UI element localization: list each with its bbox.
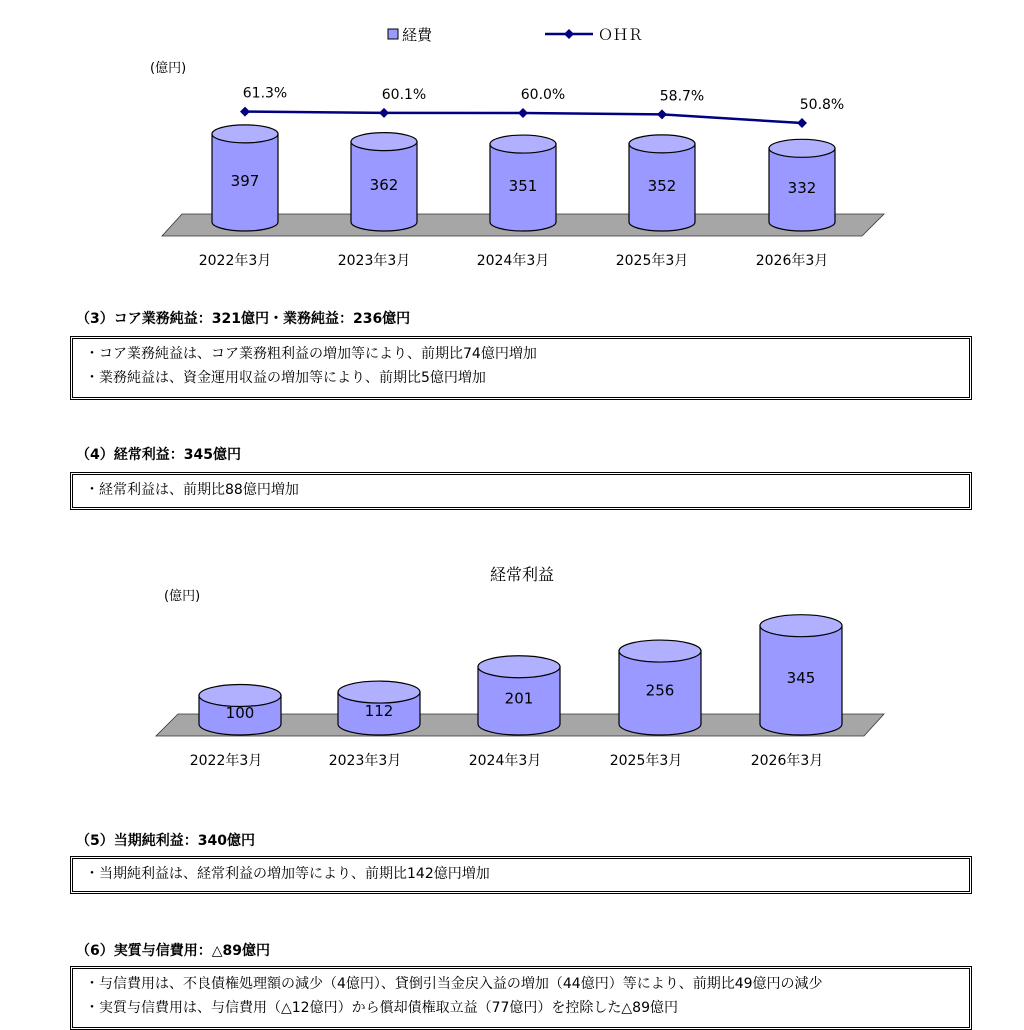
ohr-point: [797, 118, 807, 128]
bar-top: [212, 125, 278, 143]
ohr-point: [657, 109, 667, 119]
ohr-point: [379, 108, 389, 118]
expenses-ohr-chart: [0, 0, 1024, 290]
cylinder-bar: [760, 615, 842, 735]
x-tick-label: 2026年3月: [750, 753, 824, 769]
bar-data-label: 352: [647, 176, 677, 195]
x-tick-label: 2022年3月: [189, 753, 263, 769]
summary-box-core-business-profit: [70, 336, 972, 400]
summary-box-credit-cost: [70, 966, 972, 1030]
x-tick-label: 2025年3月: [609, 753, 683, 769]
cylinder-bar: [490, 135, 556, 231]
ohr-point: [240, 107, 250, 117]
bar-top: [338, 681, 420, 703]
bar-data-label: 351: [508, 177, 538, 196]
section-title-ordinary-profit: （4）経常利益：345億円: [76, 447, 241, 463]
section-title-net-income: （5）当期純利益：340億円: [76, 833, 255, 849]
bar-data-label: 332: [787, 179, 817, 198]
legend-bar-label: 経費: [402, 26, 433, 44]
legend-bar-swatch: [388, 29, 398, 39]
ohr-data-label: 58.7%: [659, 88, 705, 105]
ohr-data-label: 60.0%: [520, 87, 566, 103]
x-tick-label: 2025年3月: [615, 253, 689, 269]
bar-top: [351, 133, 417, 151]
summary-item: ・与信費用は、不良債権処理額の減少（4億円）、貸倒引当金戻入益の増加（44億円）等により、前期比49億円の減少: [85, 976, 823, 992]
x-tick-label: 2024年3月: [476, 253, 550, 269]
summary-item: ・当期純利益は、経常利益の増加等により、前期比142億円増加: [85, 866, 490, 882]
cylinder-bar: [351, 133, 417, 231]
bar-data-label: 362: [369, 175, 399, 194]
x-axis-labels: [199, 252, 829, 269]
chart-legend: [388, 26, 643, 44]
bar-top: [769, 139, 835, 157]
bar-top: [629, 135, 695, 153]
cylinder-bar: [769, 139, 835, 231]
x-tick-label: 2023年3月: [337, 253, 411, 269]
bar-data-label: 345: [786, 668, 816, 687]
summary-item: ・実質与信費用は、与信費用（△12億円）から償却債権取立益（77億円）を控除した△89億円: [85, 1000, 678, 1016]
bar-data-label: 100: [225, 703, 255, 722]
section-title-credit-cost: （6）実質与信費用：△89億円: [76, 943, 270, 959]
bar-data-label: 112: [364, 702, 394, 721]
x-axis-labels: [190, 752, 824, 769]
x-tick-label: 2022年3月: [198, 253, 272, 269]
summary-box-net-income: [70, 856, 972, 894]
cylinder-bar: [478, 656, 560, 735]
bar-top: [490, 135, 556, 153]
cylinder-bar: [212, 125, 278, 231]
y-unit-label: (億円): [150, 61, 187, 76]
y-unit-label: (億円): [164, 589, 201, 604]
cylinder-bar: [629, 135, 695, 231]
cylinder-bar: [338, 681, 420, 735]
x-tick-label: 2026年3月: [755, 253, 829, 269]
bar-data-label: 397: [230, 171, 260, 190]
bar-top: [619, 640, 701, 662]
cylinder-bar: [199, 685, 281, 736]
section-title-core-business-profit: （3）コア業務純益：321億円・業務純益：236億円: [76, 311, 411, 327]
ohr-point: [518, 108, 528, 118]
legend-line-marker: [564, 29, 574, 39]
ohr-line-series: [240, 86, 844, 128]
summary-item: ・経常利益は、前期比88億円増加: [85, 482, 299, 498]
cylinder-bar: [619, 640, 701, 735]
ohr-data-label: 61.3%: [242, 85, 288, 102]
x-tick-label: 2023年3月: [328, 753, 402, 769]
x-tick-label: 2024年3月: [468, 753, 542, 769]
legend-line-label: ＯＨＲ: [598, 26, 644, 44]
bar-top: [760, 615, 842, 637]
summary-item: ・コア業務純益は、コア業務粗利益の増加等により、前期比74億円増加: [85, 346, 537, 362]
chart-title: 経常利益: [489, 565, 555, 584]
ohr-data-label: 60.1%: [381, 86, 427, 103]
bar-data-label: 201: [504, 689, 534, 708]
summary-item: ・業務純益は、資金運用収益の増加等により、前期比5億円増加: [85, 370, 486, 386]
bar-top: [478, 656, 560, 678]
bar-data-label: 256: [645, 681, 675, 700]
ohr-data-label: 50.8%: [799, 97, 845, 114]
ordinary-profit-chart: [0, 548, 1024, 778]
summary-box-ordinary-profit: [70, 472, 972, 510]
